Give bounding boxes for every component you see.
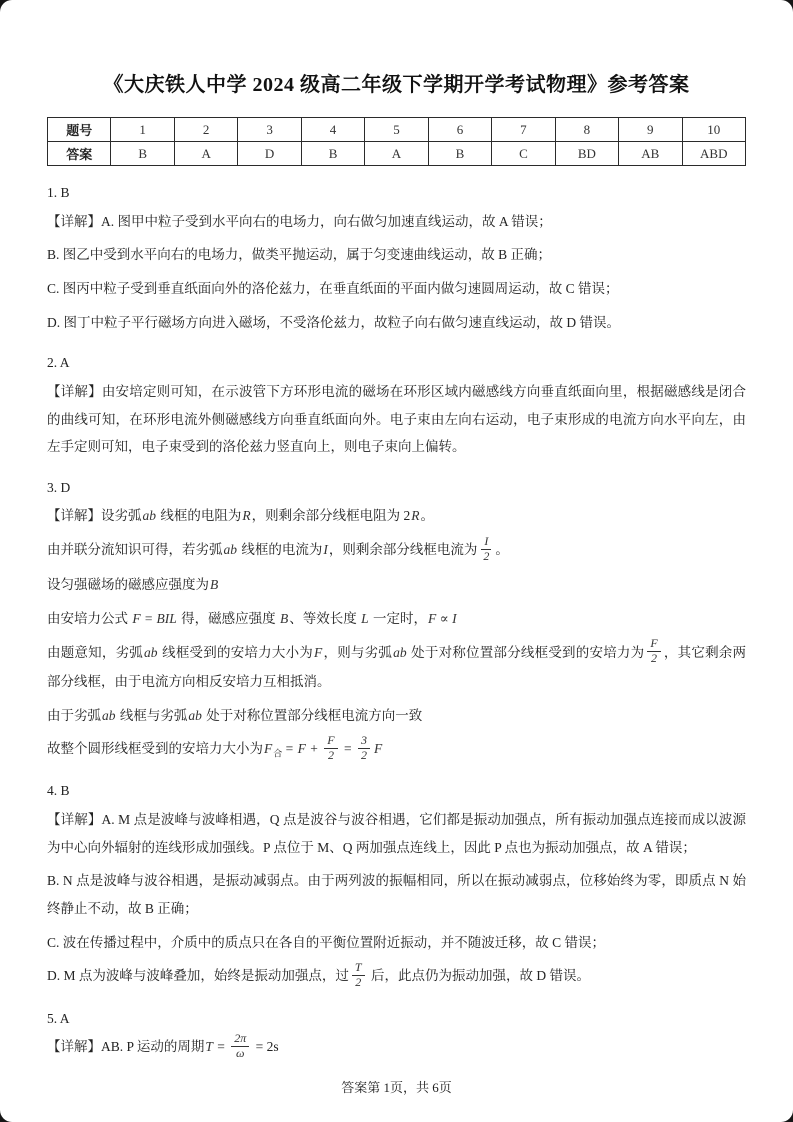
question-number-cell: 10 [682,118,745,142]
fraction: $\frac{T}{2}$ [352,961,365,990]
question-number-cell: 5 [365,118,428,142]
answer-cell: B [301,142,364,166]
explanation-paragraph: C. 波在传播过程中，介质中的质点只在各自的平衡位置附近振动，并不随波迁移，故 C 错误； [47,934,606,950]
explanation-paragraph: 【详解】设劣弧ab 线框的电阻为R，则剩余部分线框电阻为 2R。 [47,508,434,524]
question-number-cell: 9 [619,118,682,142]
question-heading: 3. D [47,479,71,495]
question-number-cell: 6 [428,118,491,142]
explanation-paragraph: C. 图丙中粒子受到垂直纸面向外的洛伦兹力，在垂直纸面的平面内做匀速圆周运动，故 C 错误； [47,280,619,296]
explanation-paragraph: 由安培力公式 F = BIL 得，磁感应强度 B、等效长度 L 一定时，F ∝ I [47,611,457,627]
answer-cell: C [492,142,555,166]
answer-cell: A [174,142,237,166]
explanation-paragraph: 【详解】AB. P 运动的周期T = $\frac{2\pi}{\omega}$ = 2s [47,1030,279,1060]
question-heading: 4. B [47,783,70,799]
fraction: $\frac{F}{2}$ [324,734,337,763]
fraction: $\frac{F}{2}$ [647,637,660,666]
question-number-label-cell: 题号 [48,118,111,142]
question-number-cell: 3 [238,118,301,142]
answer-table [47,117,746,166]
question-number-cell: 7 [492,118,555,142]
answer-cell: AB [619,142,682,166]
question-number-cell: 8 [555,118,618,142]
explanation-paragraph: D. M 点为波峰与波峰叠加，始终是振动加强点，过 $\frac{T}{2}$ 后，此点仍为振动加强，故 D 错误。 [47,960,590,989]
explanation-paragraph: 【详解】A. 图甲中粒子受到水平向右的电场力，向右做匀加速直线运动，故 A 错误； [47,213,552,229]
answer-cell: ABD [682,142,745,166]
explanation-paragraph: 【详解】由安培定则可知，在示波管下方环形电流的磁场在环形区域内磁感线方向垂直纸面向里，根据磁感线是闭合的曲线可知，在环形电流外侧磁感线方向垂直纸面向外。电子束由左向右运动，电子束形成的电流方向水平向左，由左手定则可知，电子束受到的洛伦兹力竖直向上，则电子束向上偏转。 [47,383,746,455]
answer-label-cell: 答案 [48,142,111,166]
fraction: $\frac{2\pi}{\omega}$ [231,1032,249,1061]
answer-cell: B [111,142,174,166]
answer-row [48,142,746,166]
explanation-paragraph: 设匀强磁场的磁感应强度为B [47,577,219,593]
page-footer: 答案第 1页，共 6页 [341,1080,452,1095]
answer-cell: A [365,142,428,166]
explanation-paragraph: 【详解】A. M 点是波峰与波峰相遇，Q 点是波谷与波谷相遇，它们都是振动加强点，所有振动加强点连接而成以波源为中心向外辐射的连线形成加强线。P 点位于 M、Q 两加强点连线上，因此 P 点也为振动加强点，故 A 错误； [47,812,746,855]
fraction: $\frac{3}{2}$ [358,734,370,763]
question-number-cell: 1 [111,118,174,142]
answer-cell: D [238,142,301,166]
question-heading: 5. A [47,1010,70,1026]
question-heading: 1. B [47,185,70,200]
question-number-cell: 2 [174,118,237,142]
fraction: $\frac{I}{2}$ [483,533,490,563]
explanation-paragraph: D. 图丁中粒子平行磁场方向进入磁场，不受洛伦兹力，故粒子向右做匀速直线运动，故 D 错误。 [47,314,620,330]
question-number-cell: 4 [301,118,364,142]
explanation-paragraph: B. 图乙中受到水平向右的电场力，做类平抛运动，属于匀变速曲线运动，故 B 正确； [47,247,552,263]
explanation-paragraph: B. N 点是波峰与波谷相遇，是振动减弱点。由于两列波的振幅相同，所以在振动减弱点，位移始终为零，即质点 N 始终静止不动，故 B 正确； [47,873,746,917]
answer-cell: B [428,142,491,166]
answer-content [47,182,746,1062]
question-heading: 2. A [47,355,70,371]
explanation-paragraph: 由于劣弧ab 线框与劣弧ab 处于对称位置部分线框电流方向一致 [47,707,423,723]
explanation-paragraph: 由并联分流知识可得，若劣弧ab 线框的电流为I，则剩余部分线框电流为 $\frac{I}{2}$ 。 [47,533,509,563]
explanation-paragraph: 由题意知，劣弧ab 线框受到的安培力大小为F，则与劣弧ab 处于对称位置部分线框受到的安培力为 $\frac{F}{2}$ ，其它剩余两部分线框，由于电流方向相反安培力互相抵消。 [47,636,747,689]
explanation-paragraph: 故整个圆形线框受到的安培力大小为$F_合 = F$ + $\frac{F}{2}$ = $\frac{3}{2}$ F [47,732,383,762]
answer-cell: BD [555,142,618,166]
question-number-row [48,118,746,142]
document-title: 《大庆铁人中学 2024 级高二年级下学期开学考试物理》参考答案 [103,74,690,96]
